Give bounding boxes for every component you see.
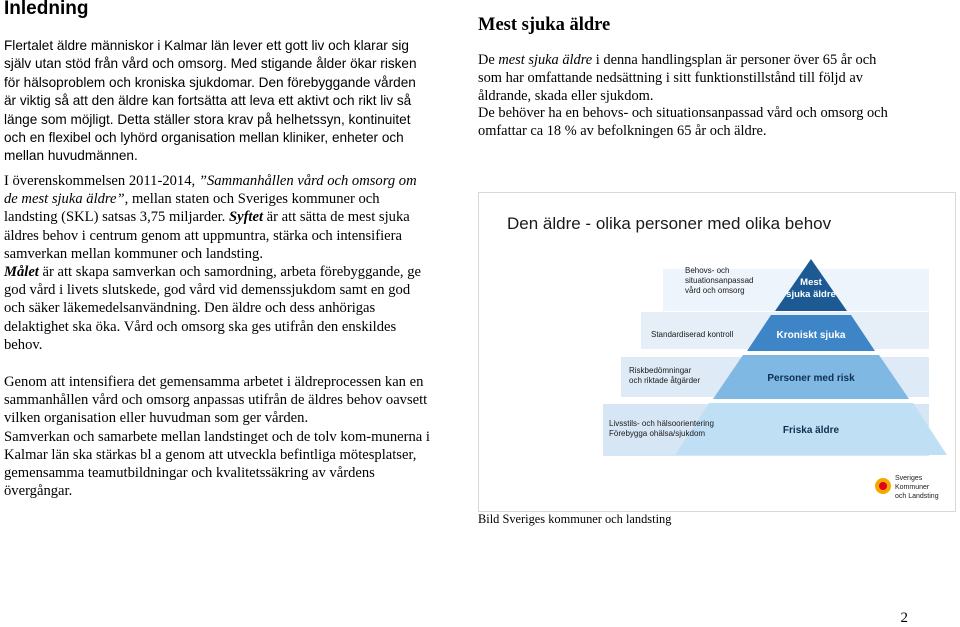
- agreement-text: , mellan staten och Sveriges kommuner och landsting (SKL) satsas 3,75 miljarder.: [4, 191, 380, 226]
- annotation-text: Behovs- och situationsanpassad vård och omsorg: [685, 266, 754, 295]
- level-label: Personer med risk: [767, 373, 855, 384]
- agreement-paragraph: [4, 172, 432, 354]
- skl-logo: [875, 475, 939, 500]
- collaboration-paragraph: [4, 373, 432, 500]
- section-heading-inledning: Inledning: [4, 0, 89, 19]
- collaboration-text: Samverkan och samarbete mellan landstinget och de tolv kom-munerna i Kalmar län ska stärkas bl a genom att utveckla befintliga mötesplatser, gemensamma teamutbildningar och kvalitetssäkring av vårdens övergångar.: [4, 428, 430, 500]
- definition-text: De: [478, 52, 499, 68]
- level-label: Kroniskt sjuka: [776, 330, 846, 341]
- page-number: 2: [900, 610, 908, 626]
- definition-term: mest sjuka äldre: [498, 52, 593, 68]
- intro-line: mellan huvudmännen.: [4, 148, 138, 164]
- level-label: sjuka äldre: [786, 289, 836, 300]
- figure-caption: Bild Sveriges kommuner och landsting: [478, 512, 672, 526]
- intro-line: länge som möjligt. Detta ställer stora krav på helhetssyn, kontinuitet: [4, 111, 411, 127]
- collaboration-text: Genom att intensifiera det gemensamma arbetet i äldreprocessen kan en sammanhållen vård och omsorg anpassas utifrån de äldres behov oavsett vilken organisation eller huvudman som ger vården.: [4, 374, 428, 427]
- figure-title: Den äldre - olika personer med olika behov: [507, 214, 832, 233]
- intro-line: själv utan stöd från vård och omsorg. Med stigande ålder ökar risken: [4, 56, 417, 72]
- intro-line: Flertalet äldre människor i Kalmar län lever ett gott liv och klarar sig: [4, 38, 409, 53]
- intro-paragraph: [4, 37, 474, 166]
- goal-text: är att skapa samverkan och samordning, arbeta förebyggande, ge god vård i livets slutskede, god vård vid demenssjukdom samt en god och säker läkemedelsanvändning. Den äldre och dess anhörigas delaktighet ska öka. Vård och omsorg ska ges utifrån den enskildes behov.: [4, 264, 421, 353]
- purpose-text: är att sätta de mest sjuka äldres behov i centrum genom att uppmuntra, stärka och intensifiera samverkan mellan kommuner och landsting.: [4, 209, 410, 262]
- level-label: Mest: [800, 277, 822, 288]
- definition-text: i denna handlingsplan är personer över 65 år och som har omfattande nedsättning i sitt funktionstillstånd till följd av åldrande, skada eller sjukdom.: [478, 52, 877, 104]
- definition-paragraph: [478, 52, 903, 141]
- level-label: Friska äldre: [782, 425, 840, 436]
- needs-text: De behöver ha en behovs- och situationsanpassad vård och omsorg och omfattar ca 18 % av befolkningen 65 år och äldre.: [478, 105, 888, 140]
- pyramid-figure: [478, 192, 956, 512]
- goal-label: Målet: [4, 264, 39, 281]
- agreement-text: I överenskommelsen 2011-2014,: [4, 173, 199, 189]
- intro-line: är viktig så att den äldre kan fortsätta att leva ett aktivt och rikt liv så: [4, 93, 412, 109]
- section-heading-mest-sjuka: Mest sjuka äldre: [478, 15, 611, 35]
- annotation-text: Livsstils- och hälsoorientering Förebygga ohälsa/sjukdom: [609, 419, 714, 438]
- logo-text: Sveriges Kommuner och Landsting: [895, 475, 939, 500]
- pyramid-diagram: [479, 193, 955, 511]
- intro-line: och en flexibel och lyhörd organisation mellan kliniker, enheter och: [4, 130, 404, 146]
- agreement-title: ”Sammanhållen vård och omsorg om de mest sjuka äldre”: [4, 173, 417, 208]
- intro-line: för hälsoproblem och kroniska sjukdomar. Den förebyggande vården: [4, 74, 416, 90]
- annotation-text: Standardiserad kontroll: [651, 330, 734, 339]
- annotation-text: Riskbedömningar och riktade åtgärder: [629, 366, 701, 385]
- logo-mark: [879, 482, 887, 490]
- purpose-label: Syftet: [228, 209, 264, 226]
